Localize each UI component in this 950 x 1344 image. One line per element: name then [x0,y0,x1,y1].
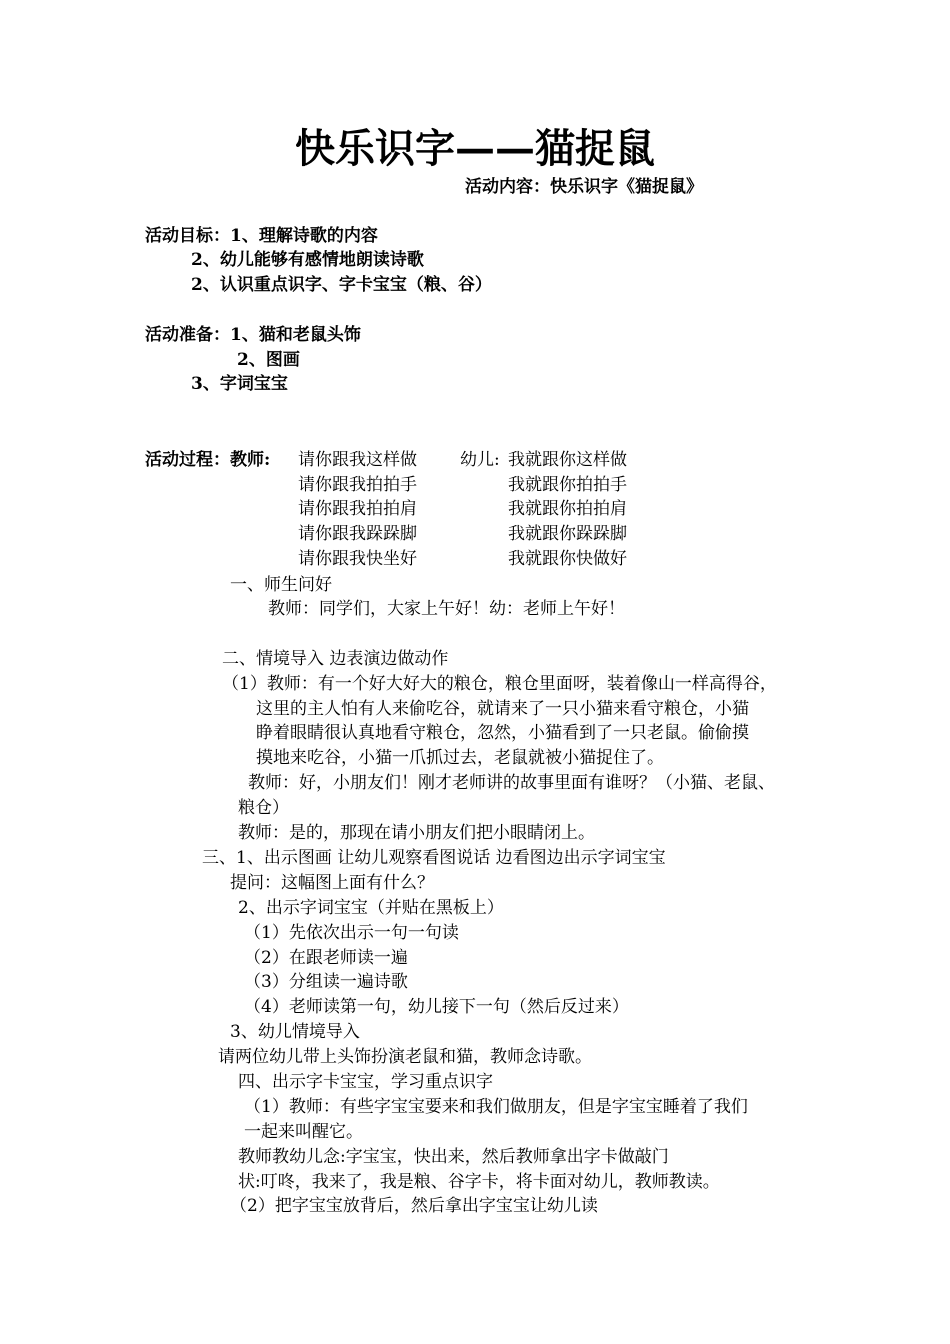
body-line: 提问：这幅图上面有什么？ [230,873,434,893]
child-label: 幼儿: [460,450,500,470]
section-heading: 三、1、出示图画 让幼儿观察看图说话 边看图边出示字词宝宝 [202,848,666,868]
content-line: 活动内容：快乐识字《猫捉鼠》 [465,177,703,197]
body-line: 摸地来吃谷，小猫一爪抓过去，老鼠就被小猫捉住了。 [256,748,664,768]
prep-item-3: 3、字词宝宝 [191,374,288,394]
process-label [145,449,270,471]
teacher-line: 请你跟我这样做 [298,450,417,470]
body-line: 2、出示字词宝宝（并贴在黑板上） [238,898,504,918]
body-line: 请两位幼儿带上头饰扮演老鼠和猫，教师念诗歌。 [218,1047,592,1067]
body-line: （4）老师读第一句，幼儿接下一句（然后反过来） [244,997,629,1017]
child-line: 我就跟你跺跺脚 [508,524,627,544]
goals-item-3: 2、认识重点识字、字卡宝宝（粮、谷） [191,275,492,295]
child-line: 我就跟你拍拍肩 [508,499,627,519]
prep-item-2: 2、图画 [237,350,300,370]
body-line: 睁着眼睛很认真地看守粮仓，忽然，小猫看到了一只老鼠。偷偷摸 [256,723,749,743]
section-heading: 四、出示字卡宝宝，学习重点识字 [238,1072,493,1092]
teacher-line: 请你跟我拍拍手 [298,475,417,495]
section-heading: 一、师生问好 [230,575,332,595]
child-line: 我就跟你这样做 [508,450,627,470]
page-title: 快乐识字——猫捉鼠 [295,125,655,172]
section-heading: 二、情境导入 边表演边做动作 [222,649,449,669]
body-line: （1）教师：有一个好大好大的粮仓，粮仓里面呀，装着像山一样高得谷， [222,674,777,694]
body-line: 这里的主人怕有人来偷吃谷，就请来了一只小猫来看守粮仓，小猫 [256,699,749,719]
body-line: （3）分组读一遍诗歌 [244,972,408,992]
body-line: 状:叮咚，我来了，我是粮、谷字卡，将卡面对幼儿，教师教读。 [238,1172,720,1192]
prep-label: 活动准备：1、猫和老鼠头饰 [145,325,361,345]
teacher-line: 请你跟我快坐好 [298,549,417,569]
child-line: 我就跟你拍拍手 [508,475,627,495]
body-line: （2）把字宝宝放背后，然后拿出字宝宝让幼儿读 [230,1196,598,1216]
body-line: （1）教师：有些字宝宝要来和我们做朋友，但是字宝宝睡着了我们 [244,1097,748,1117]
process-label-bold: 活动过程：教师: [145,450,271,470]
body-line: 教师：是的，那现在请小朋友们把小眼睛闭上。 [238,823,595,843]
body-line: （1）先依次出示一句一句读 [244,923,459,943]
teacher-line: 请你跟我拍拍肩 [298,499,417,519]
body-line: 一起来叫醒它。 [244,1122,363,1142]
body-line: 教师：好，小朋友们！刚才老师讲的故事里面有谁呀？（小猫、老鼠、 [248,773,775,793]
goals-label: 活动目标：1、理解诗歌的内容 [145,226,378,246]
teacher-line: 请你跟我跺跺脚 [298,524,417,544]
body-line: 粮仓） [238,798,289,818]
goals-item-2: 2、幼儿能够有感情地朗读诗歌 [191,250,424,270]
child-line: 我就跟你快做好 [508,549,627,569]
body-line: （2）在跟老师读一遍 [244,948,408,968]
body-line: 教师：同学们，大家上午好！幼：老师上午好！ [268,599,625,619]
body-line: 3、幼儿情境导入 [230,1022,360,1042]
body-line: 教师教幼儿念:字宝宝，快出来，然后教师拿出字卡做敲门 [238,1147,669,1167]
